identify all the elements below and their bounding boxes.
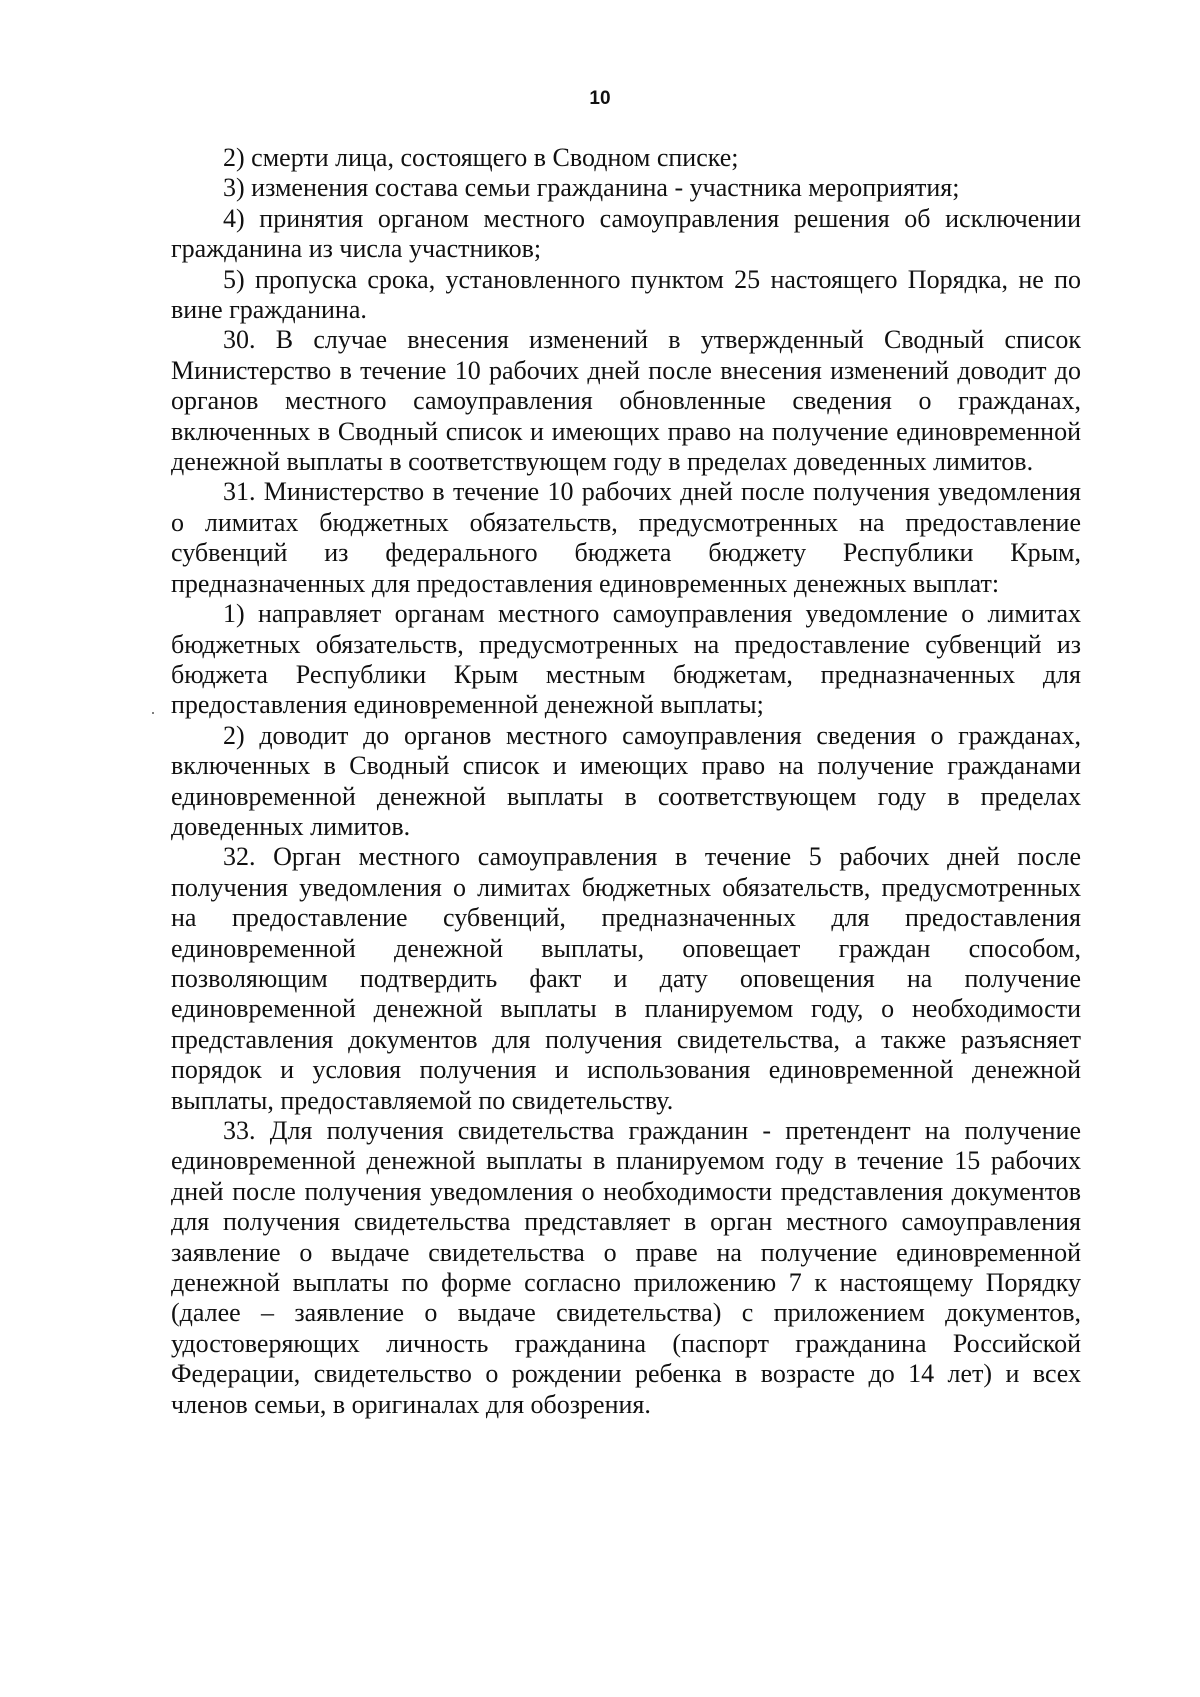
document-body xyxy=(171,143,1081,1420)
page-number: 10 xyxy=(589,88,611,109)
paragraph-clause-31-item-1: 1) направляет органам местного самоуправления уведомление о лимитах бюджетных обязательств, предусмотренных на предоставление субвенций из бюджета Республики Крым местным бюджетам, предназначенных для предоставления единовременной денежной выплаты; xyxy=(171,599,1081,720)
paragraph-item-2-death: 2) смерти лица, состоящего в Сводном списке; xyxy=(223,143,739,172)
paragraph-clause-32: 32. Орган местного самоуправления в течение 5 рабочих дней после получения уведомления о лимитах бюджетных обязательств, предусмотренных на предоставление субвенций, предназначенных для предоставления единовременной денежной выплаты, оповещает граждан способом, позволяющим подтвердить факт и дату оповещения на получение единовременной денежной выплаты в планируемом году, о необходимости представления документов для получения свидетельства, а также разъясняет порядок и условия получения и использования единовременной денежной выплаты, предоставляемой по свидетельству. xyxy=(171,842,1081,1115)
paragraph-clause-30: 30. В случае внесения изменений в утвержденный Сводный список Министерство в течение 10 рабочих дней после внесения изменений доводит до органов местного самоуправления обновленные сведения о гражданах, включенных в Сводный список и имеющих право на получение единовременной денежной выплаты в соответствующем году в пределах доведенных лимитов. xyxy=(171,325,1081,477)
paragraph-item-5-deadline: 5) пропуска срока, установленного пунктом 25 настоящего Порядка, не по вине гражданина. xyxy=(171,264,1081,325)
paragraph-clause-31-item-2: 2) доводит до органов местного самоуправления сведения о гражданах, включенных в Сводный список и имеющих право на получение гражданами единовременной денежной выплаты в соответствующем году в пределах доведенных лимитов. xyxy=(171,720,1081,841)
paragraph-item-3-family-change: 3) изменения состава семьи гражданина - участника мероприятия; xyxy=(223,173,960,203)
paragraph-clause-31: 31. Министерство в течение 10 рабочих дней после получения уведомления о лимитах бюджетных обязательств, предусмотренных на предоставление субвенций из федерального бюджета бюджету Республики Крым, предназначенных для предоставления единовременных денежных выплат: xyxy=(171,477,1081,598)
paragraph-item-4-exclusion: 4) принятия органом местного самоуправления решения об исключении гражданина из числа участников; xyxy=(171,203,1081,264)
scan-speck xyxy=(152,712,154,714)
paragraph-clause-33: 33. Для получения свидетельства гражданин - претендент на получение единовременной денежной выплаты в планируемом году в течение 15 рабочих дней после получения уведомления о необходимости представления документов для получения свидетельства представляет в орган местного самоуправления заявление о выдаче свидетельства о праве на получение единовременной денежной выплаты по форме согласно приложению 7 к настоящему Порядку (далее – заявление о выдаче свидетельства) с приложением документов, удостоверяющих личность гражданина (паспорт гражданина Российской Федерации, свидетельство о рождении ребенка в возрасте до 14 лет) и всех членов семьи, в оригиналах для обозрения. xyxy=(171,1116,1081,1419)
